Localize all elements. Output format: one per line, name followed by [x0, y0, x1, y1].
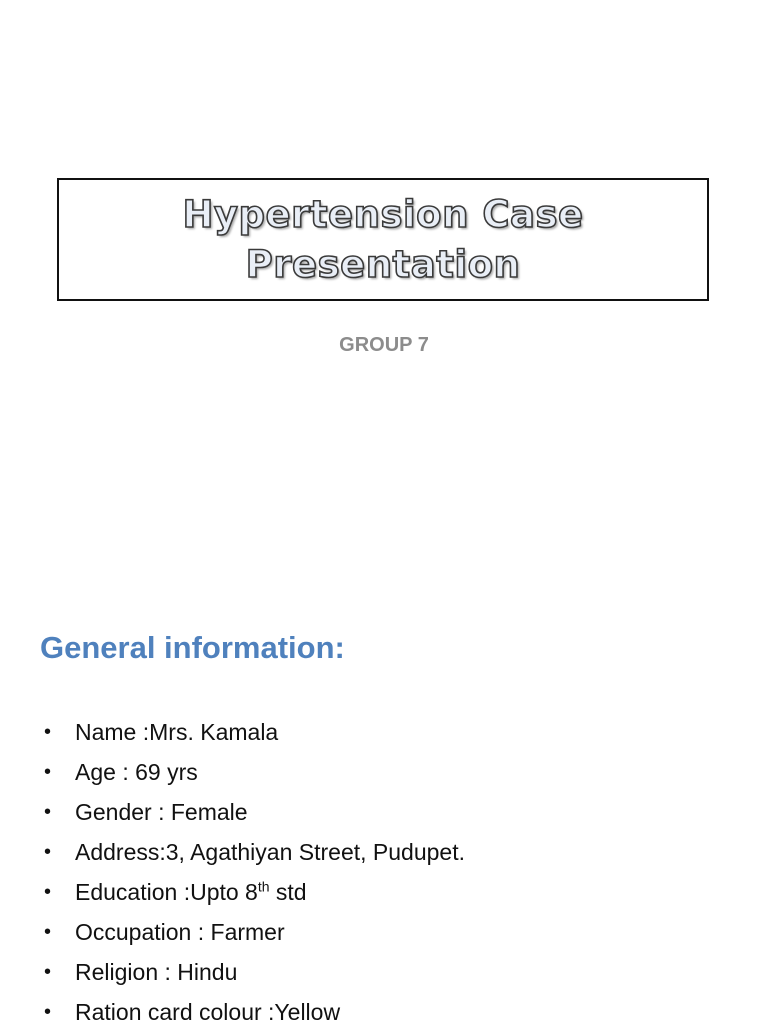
info-item-education [44, 872, 465, 912]
info-list [44, 712, 465, 1032]
bullet-icon: • [44, 801, 52, 823]
info-item-religion [44, 952, 465, 992]
info-text: Name :Mrs. Kamala [75, 719, 279, 745]
info-item-name [44, 712, 465, 752]
title-box [57, 178, 709, 301]
bullet-icon: • [44, 881, 52, 903]
info-text: Ration card colour :Yellow [75, 999, 341, 1025]
info-text: Age : 69 yrs [75, 759, 198, 785]
bullet-icon: • [44, 761, 52, 783]
info-text: Address:3, Agathiyan Street, Pudupet. [75, 839, 465, 865]
info-text-after: std [269, 879, 307, 905]
info-item-address [44, 832, 465, 872]
title-line-2: Presentation [245, 242, 521, 286]
info-item-gender [44, 792, 465, 832]
info-text: Gender : Female [75, 799, 248, 825]
info-text: Education :Upto 8 [75, 879, 258, 905]
bullet-icon: • [44, 961, 52, 983]
info-item-age [44, 752, 465, 792]
bullet-icon: • [44, 1001, 52, 1023]
section-heading: General information: [40, 630, 345, 665]
info-text: Religion : Hindu [75, 959, 238, 985]
info-item-ration-card [44, 992, 465, 1032]
info-item-occupation [44, 912, 465, 952]
presentation-title [182, 190, 583, 290]
bullet-icon: • [44, 721, 52, 743]
info-text: Occupation : Farmer [75, 919, 285, 945]
title-line-1: Hypertension Case [182, 192, 584, 236]
bullet-icon: • [44, 841, 52, 863]
general-info-slide [0, 576, 768, 1024]
ordinal-suffix: th [257, 878, 270, 895]
group-subtitle: GROUP 7 [339, 334, 429, 356]
bullet-icon: • [44, 921, 52, 943]
